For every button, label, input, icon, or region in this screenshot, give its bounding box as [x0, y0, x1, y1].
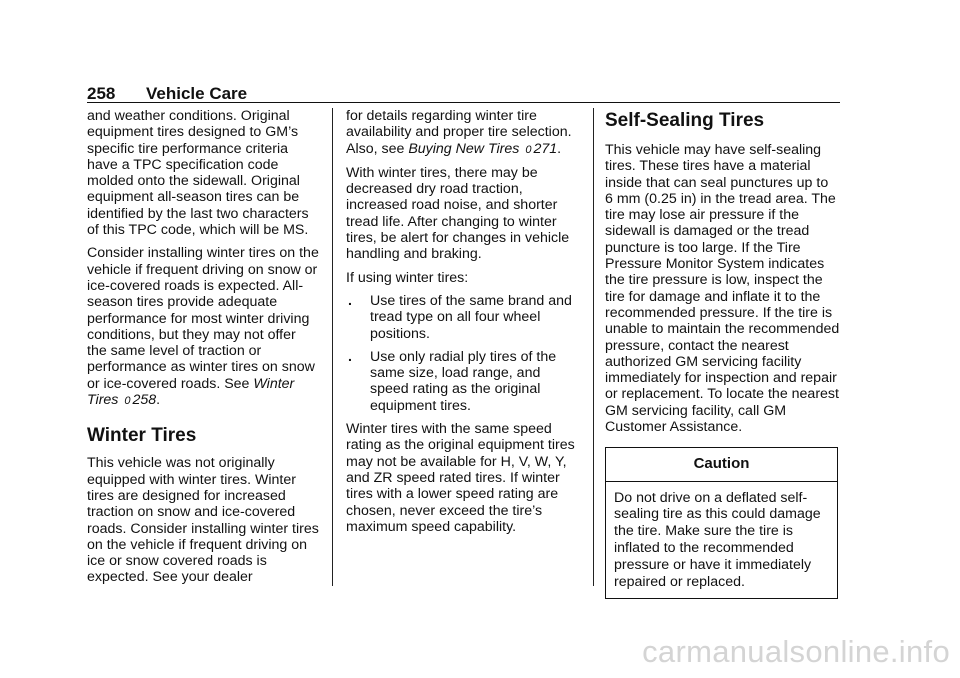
list-item	[346, 349, 582, 414]
paragraph-text: for details regarding winter tire availability and proper tire selection. Also, see	[346, 108, 572, 157]
bullet-list	[346, 293, 582, 414]
paragraph-end: .	[557, 140, 562, 157]
list-item-text: Use tires of the same brand and tread type on all four wheel positions.	[370, 292, 572, 342]
paragraph: If using winter tires:	[346, 269, 469, 286]
paragraph-text: Consider installing winter tires on the vehicle if frequent driving on snow or ice-covered roads is expected. All-season tires provide adequate performance for most winter driving conditions, but they may not offer the same level of traction or performance as winter tires on snow or ice-covered roads. See	[87, 245, 319, 392]
column-divider-left	[332, 108, 333, 586]
section-title: Vehicle Care	[146, 84, 248, 103]
page-header	[87, 80, 840, 103]
list-item	[346, 293, 582, 342]
caution-box	[605, 447, 838, 599]
bullet-marker: .	[348, 292, 352, 309]
paragraph-end: .	[156, 392, 161, 409]
cross-reference-page: 271	[533, 140, 558, 157]
column-1	[87, 108, 319, 593]
caution-title: Caution	[606, 448, 837, 481]
bullet-marker: .	[348, 348, 352, 365]
watermark: carmanualsonline.info	[642, 634, 950, 669]
paragraph: Winter tires with the same speed rating as the original equipment tires may not be available for H, V, W, Y, and ZR speed rated tires. If winter tires with a lower speed rating are chosen, never exceed the tire’s maximum speed capability.	[346, 421, 575, 535]
list-item-text: Use only radial ply tires of the same size, load range, and speed rating as the original equipment tires.	[370, 348, 557, 414]
cross-reference-page: 258	[132, 392, 157, 409]
column-3	[605, 110, 840, 599]
column-2	[346, 108, 582, 542]
heading-winter-tires: Winter Tires	[87, 425, 197, 447]
page-number: 258	[87, 84, 116, 103]
paragraph: and weather conditions. Original equipment tires designed to GM’s specific tire performance criteria have a TPC specification code molded onto the sidewall. Original equipment all-season tires can be identified by the last two characters of this TPC code, which will be MS.	[87, 108, 309, 239]
cross-reference-title: Buying New Tires	[408, 140, 520, 157]
paragraph: This vehicle was not originally equipped with winter tires. Winter tires are designed for increased traction on snow and ice-covered roads. Consider installing winter tires on the vehicle if frequent driving on ice or snow covered roads is expected. See your dealer	[87, 455, 319, 586]
paragraph	[87, 245, 319, 409]
page-reference-arrow-icon: 0	[525, 143, 532, 156]
paragraph: With winter tires, there may be decreased dry road traction, increased road noise, and shorter tread life. After changing to winter tires, be alert for changes in vehicle handling and braking.	[346, 164, 570, 263]
column-divider-right	[593, 108, 594, 586]
paragraph: This vehicle may have self-sealing tires. These tires have a material inside that can seal punctures up to 6 mm (0.25 in) in the tread area. The tire may lose air pressure if the sidewall is damaged or the tread puncture is too large. If the Tire Pressure Monitor System indicates the tire pressure is low, inspect the tire for damage and inflate it to the recommended pressure. If the tire is unable to maintain the recommended pressure, contact the nearest authorized GM servicing facility immediately for inspection and repair or replacement. To locate the nearest GM servicing facility, call GM Customer Assistance.	[605, 142, 840, 436]
cross-reference-title: Winter Tires	[87, 375, 295, 409]
cross-reference-link[interactable]	[408, 141, 557, 157]
caution-body: Do not drive on a deflated self-sealing tire as this could damage the tire. Make sure the tire is inflated to the recommended pressure or have it immediately repaired or replaced.	[614, 489, 821, 590]
heading-self-sealing-tires: Self-Sealing Tires	[605, 110, 765, 131]
page-reference-arrow-icon: 0	[124, 395, 131, 408]
paragraph	[346, 108, 582, 158]
